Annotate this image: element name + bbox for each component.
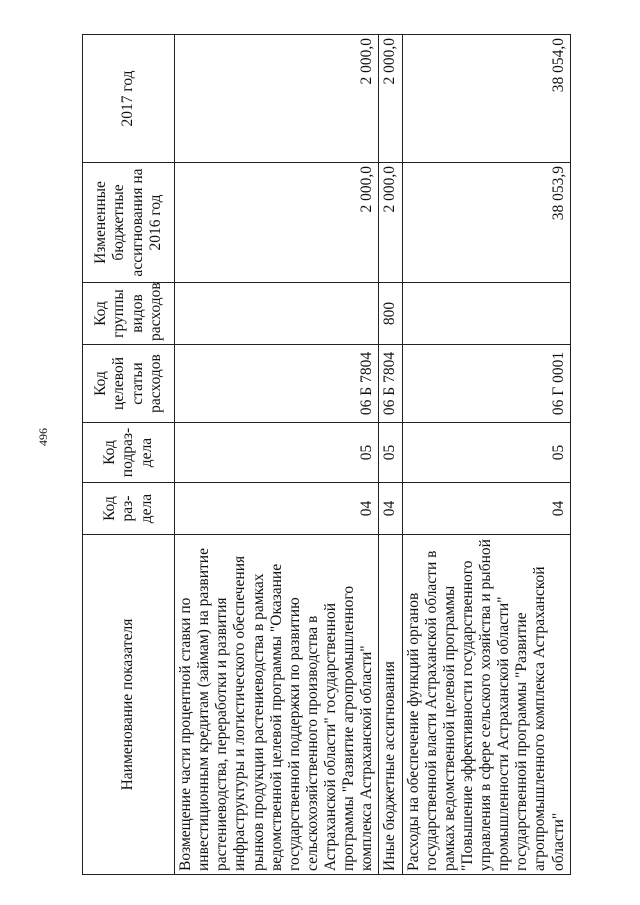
row-value-2017: 38 054,0 [402, 35, 570, 163]
rotated-page-content [82, 35, 567, 875]
header-target-code: Код целевой статьи расходов [83, 345, 175, 423]
row-target-code: 06 Б 7804 [175, 345, 379, 423]
header-budget-2016: Измененные бюджетные ассигнования на 2016 год [83, 163, 175, 283]
budget-table [82, 34, 571, 875]
table-row [175, 35, 379, 875]
row-subsection-code: 05 [175, 423, 379, 483]
row-subsection-code: 05 [379, 423, 402, 483]
row-value-2016: 2 000,0 [175, 163, 379, 283]
row-value-2016: 2 000,0 [379, 163, 402, 283]
row-group-code: 800 [379, 283, 402, 345]
table-row [379, 35, 402, 875]
row-group-code [402, 283, 570, 345]
header-subsection-code: Код подраз-дела [83, 423, 175, 483]
header-year-2017: 2017 год [83, 35, 175, 163]
header-indicator-name: Наименование показателя [83, 535, 175, 875]
table-header-row [83, 35, 175, 875]
row-name: Возмещение части процентной ставки по инвестиционным кредитам (займам) на развитие растениеводства, переработки и развития инфраструктуры и логистического обеспечения рынков продукции растениеводства в рамках ведомственной целевой программы "Оказание государственной поддержки по развитию сельскохозяйственного производства в Астраханской области" государственной программы "Развитие агропромышленного комплекса Астраханской области" [175, 535, 379, 875]
row-section-code: 04 [175, 483, 379, 535]
row-name: Расходы на обеспечение функций органов государственной власти Астраханской области в рамках ведомственной целевой программы "Повышение эффективности государственного управления в сфере сельского хозяйства и рыбной промышленности Астраханской области" государственной программы "Развитие агропромышленного комплекса Астраханской области" [402, 535, 570, 875]
page-number: 496 [36, 428, 50, 446]
row-target-code: 06 Б 7804 [379, 345, 402, 423]
table-row [402, 35, 570, 875]
header-section-code: Код раз-дела [83, 483, 175, 535]
row-value-2017: 2 000,0 [379, 35, 402, 163]
row-section-code: 04 [379, 483, 402, 535]
row-section-code: 04 [402, 483, 570, 535]
row-value-2016: 38 053,9 [402, 163, 570, 283]
header-expense-group-code: Код группы видов расходов [83, 283, 175, 345]
row-group-code [175, 283, 379, 345]
row-name: Иные бюджетные ассигнования [379, 535, 402, 875]
row-value-2017: 2 000,0 [175, 35, 379, 163]
row-target-code: 06 Г 0001 [402, 345, 570, 423]
row-subsection-code: 05 [402, 423, 570, 483]
